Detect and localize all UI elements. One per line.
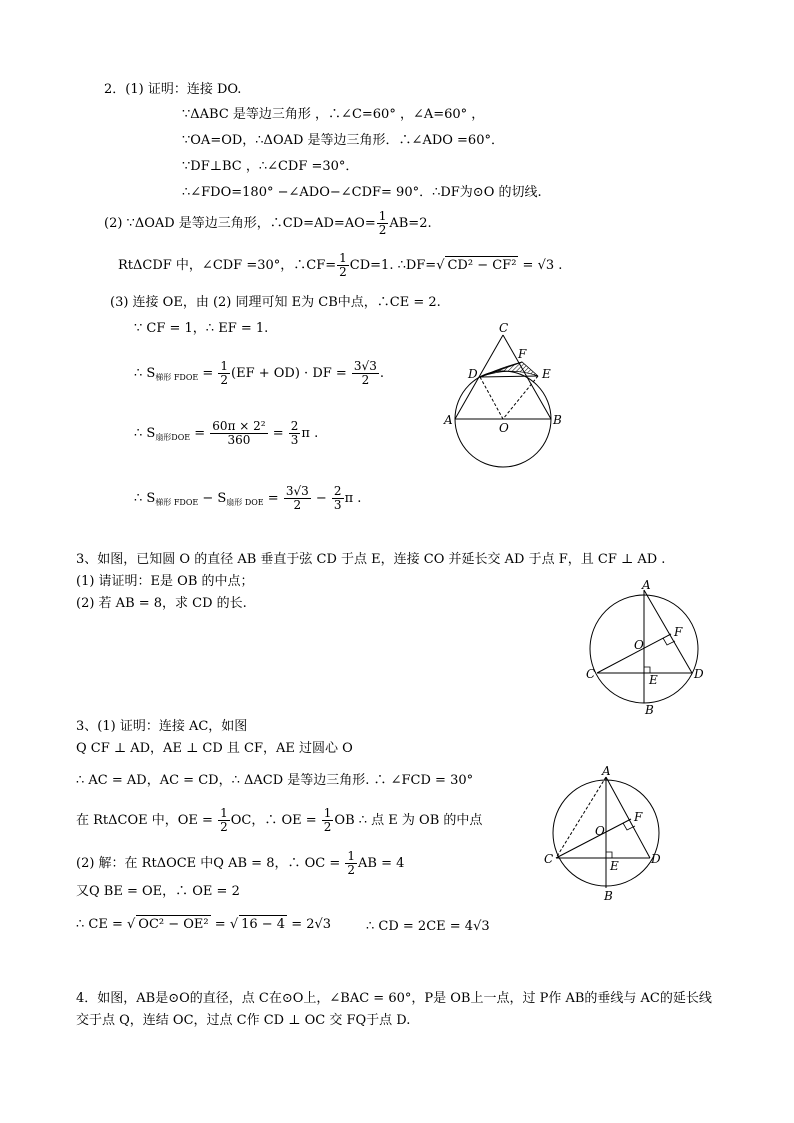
frac-den: 2 <box>339 265 347 279</box>
trapezoid-formula: (EF + OD) · DF = <box>231 366 351 381</box>
label-f: F <box>518 347 527 361</box>
fraction-sector <box>210 420 267 447</box>
label-e: E <box>649 673 658 687</box>
pi-tail: π . <box>344 491 362 506</box>
area-symbol: ∴ S <box>134 491 156 506</box>
frac-den: 2 <box>293 498 302 512</box>
label-o: O <box>499 421 509 435</box>
trapezoid-subscript: 梯形 FDOE <box>155 373 199 382</box>
label-e: E <box>610 859 619 873</box>
frac-num: 3√3 <box>285 484 309 498</box>
segment-de <box>480 376 538 377</box>
sol2-line7-mid: CD=1. ∴DF= <box>349 258 437 273</box>
frac-den: 2 <box>220 820 228 834</box>
area-symbol: ∴ S <box>134 426 156 441</box>
segment-eo <box>503 376 538 419</box>
equals: = <box>210 917 230 932</box>
sol2-line11 <box>134 420 318 447</box>
sol2-line8: (3) 连接 OE，由 (2) 同理可知 E为 CB中点，∴CE = 2. <box>110 295 441 310</box>
fraction-half <box>322 807 334 834</box>
label-c: C <box>544 852 554 866</box>
sol3-line4 <box>76 807 482 834</box>
label-c: C <box>499 321 509 335</box>
sol2-line4: ∵DF⊥BC ，∴∠CDF =30°． <box>182 159 359 174</box>
label-c: C <box>586 667 596 681</box>
sector-subscript: 扇形DOE <box>155 433 191 442</box>
equals: = <box>263 491 283 506</box>
sol3-line7-text: ∴ CE = <box>76 917 127 932</box>
fraction-half <box>345 850 357 877</box>
segment-ad <box>606 777 650 858</box>
right-angle-e <box>606 852 612 858</box>
fraction-3root3-over-2 <box>352 360 379 387</box>
sol2-line1: 2．(1) 证明：连接 DO. <box>104 82 242 97</box>
label-f: F <box>634 810 643 824</box>
pi-tail: π . <box>301 426 319 441</box>
sqrt-symbol: √ <box>436 258 445 273</box>
prob4-line2: 交于点 Q，连结 OC，过点 C作 CD ⊥ OC 交 FQ于点 D. <box>76 1013 411 1028</box>
frac-den: 2 <box>361 373 370 387</box>
label-b: B <box>604 889 613 903</box>
sqrt-symbol: √ <box>127 917 136 932</box>
sol3-line7-cd: ∴ CD = 2CE = 4√3 <box>366 919 490 934</box>
frac-den: 3 <box>333 498 342 512</box>
minus: − <box>311 491 331 506</box>
sol3-line6: 又Q BE = OE，∴ OE = 2 <box>76 884 240 899</box>
figure-circle-chord-1 <box>582 578 712 718</box>
sol2-line7 <box>118 252 562 279</box>
frac-den: 2 <box>347 863 356 877</box>
figure-circle-triangle <box>440 320 570 470</box>
frac-den: 360 <box>227 433 251 447</box>
fraction-half <box>218 807 230 834</box>
segment-ac-dashed <box>556 777 606 858</box>
frac-num: 1 <box>220 359 229 373</box>
label-d: D <box>651 852 661 866</box>
frac-num: 1 <box>220 806 228 820</box>
sol2-line3: ∵OA=OD，∴ΔOAD 是等边三角形．∴∠ADO =60°． <box>182 133 504 148</box>
fraction-two-thirds <box>332 485 344 512</box>
area-symbol: ∴ S <box>134 366 156 381</box>
label-a: A <box>602 764 611 778</box>
period: . <box>379 366 384 381</box>
label-d: D <box>694 667 704 681</box>
sqrt-symbol: √ <box>229 917 239 932</box>
label-d: D <box>468 367 478 381</box>
right-angle-f <box>663 638 675 645</box>
sol3-line1: 3、(1) 证明：连接 AC，如图 <box>76 719 248 734</box>
sol3-line3: ∴ AC = AD，AC = CD，∴ ΔACD 是等边三角形. ∴ ∠FCD = 30° <box>76 773 474 788</box>
trapezoid-subscript: 梯形 FDOE <box>155 498 199 507</box>
equals: = <box>198 366 218 381</box>
sol2-line2: ∵ΔABC 是等边三角形 ，∴∠C=60° ，∠A=60° ， <box>182 107 485 122</box>
hatched-region <box>480 362 538 377</box>
fraction-half <box>337 252 349 279</box>
sol3-line5-tail: AB = 4 <box>358 856 405 871</box>
frac-den: 2 <box>378 223 387 237</box>
sol3-line5-text: (2) 解：在 RtΔOCE 中Q AB = 8，∴ OC = <box>76 856 345 871</box>
segment-cf <box>556 819 631 858</box>
frac-num: 1 <box>323 806 332 820</box>
fraction-3root3-over-2 <box>284 485 311 512</box>
sector-subscript: 扇形 DOE <box>226 498 264 507</box>
fraction-two-thirds <box>289 420 301 447</box>
minus-area: − S <box>198 491 227 506</box>
prob3-line2: (1) 请证明：E是 OB 的中点； <box>76 574 254 589</box>
label-f: F <box>674 625 683 639</box>
sol3-line4-mid: OC，∴ OE = <box>230 813 321 828</box>
frac-num: 1 <box>339 251 347 265</box>
sol3-line2: Q CF ⊥ AD，AE ⊥ CD 且 CF，AE 过圆心 O <box>76 741 353 756</box>
sqrt-radicand: CD² − CF² <box>447 258 517 273</box>
label-b: B <box>645 703 654 717</box>
frac-num: 2 <box>333 484 342 498</box>
sqrt-radicand: 16 − 4 <box>241 917 286 932</box>
equals: = <box>190 426 210 441</box>
label-a: A <box>444 413 453 427</box>
prob4-line1: 4．如图，AB是⊙O的直径，点 C在⊙O上，∠BAC = 60°，P是 OB上一点，过 P作 AB的垂线与 AC的延长线 <box>76 991 712 1006</box>
label-a: A <box>642 578 651 592</box>
frac-den: 2 <box>323 820 332 834</box>
frac-num: 1 <box>378 209 387 223</box>
label-e: E <box>542 367 551 381</box>
sol2-line9: ∵ CF = 1，∴ EF = 1. <box>134 321 269 336</box>
frac-den: 2 <box>220 373 229 387</box>
sol3-line7 <box>76 915 331 934</box>
segment-do <box>480 377 503 419</box>
sol3-line4-text: 在 RtΔCOE 中，OE = <box>76 813 218 828</box>
frac-num: 1 <box>347 849 356 863</box>
frac-num: 2 <box>290 419 299 433</box>
prob3-line3: (2) 若 AB = 8，求 CD 的长. <box>76 596 247 611</box>
frac-num: 60π × 2² <box>212 419 266 433</box>
frac-num: 3√3 <box>353 359 377 373</box>
sol3-line5 <box>76 850 404 877</box>
equals: = <box>268 426 288 441</box>
sol2-line7-text: RtΔCDF 中，∠CDF =30°，∴CF= <box>118 258 337 273</box>
label-b: B <box>553 413 562 427</box>
sol2-line7-tail: = √3 . <box>518 258 563 273</box>
figure-circle-chord-2 <box>538 764 668 904</box>
prob3-line1: 3、如图，已知圆 O 的直径 AB 垂直于弦 CD 于点 E，连接 CO 并延长交 AD 于点 F，且 CF ⊥ AD . <box>76 552 666 567</box>
fraction-half <box>377 210 389 237</box>
sol2-line6-text: (2) ∵ΔOAD 是等边三角形，∴CD=AD=AO= <box>104 216 376 231</box>
label-o: O <box>634 638 644 652</box>
right-angle-f <box>623 823 635 830</box>
segment-ad <box>644 590 692 673</box>
sol2-line6-tail: AB=2. <box>389 216 432 231</box>
sqrt-radicand: OC² − OE² <box>138 917 209 932</box>
sol2-line6 <box>104 210 432 237</box>
fraction-half <box>218 360 230 387</box>
sol2-line5: ∴∠FDO=180° −∠ADO−∠CDF= 90°．∴DF为⊙O 的切线. <box>182 185 542 200</box>
sol2-line10 <box>134 360 384 387</box>
frac-den: 3 <box>290 433 299 447</box>
sol2-line12 <box>134 485 361 512</box>
sol3-line4-tail: OB ∴ 点 E 为 OB 的中点 <box>334 813 483 828</box>
label-o: O <box>595 824 605 838</box>
sol3-line7-result: = 2√3 <box>287 917 332 932</box>
